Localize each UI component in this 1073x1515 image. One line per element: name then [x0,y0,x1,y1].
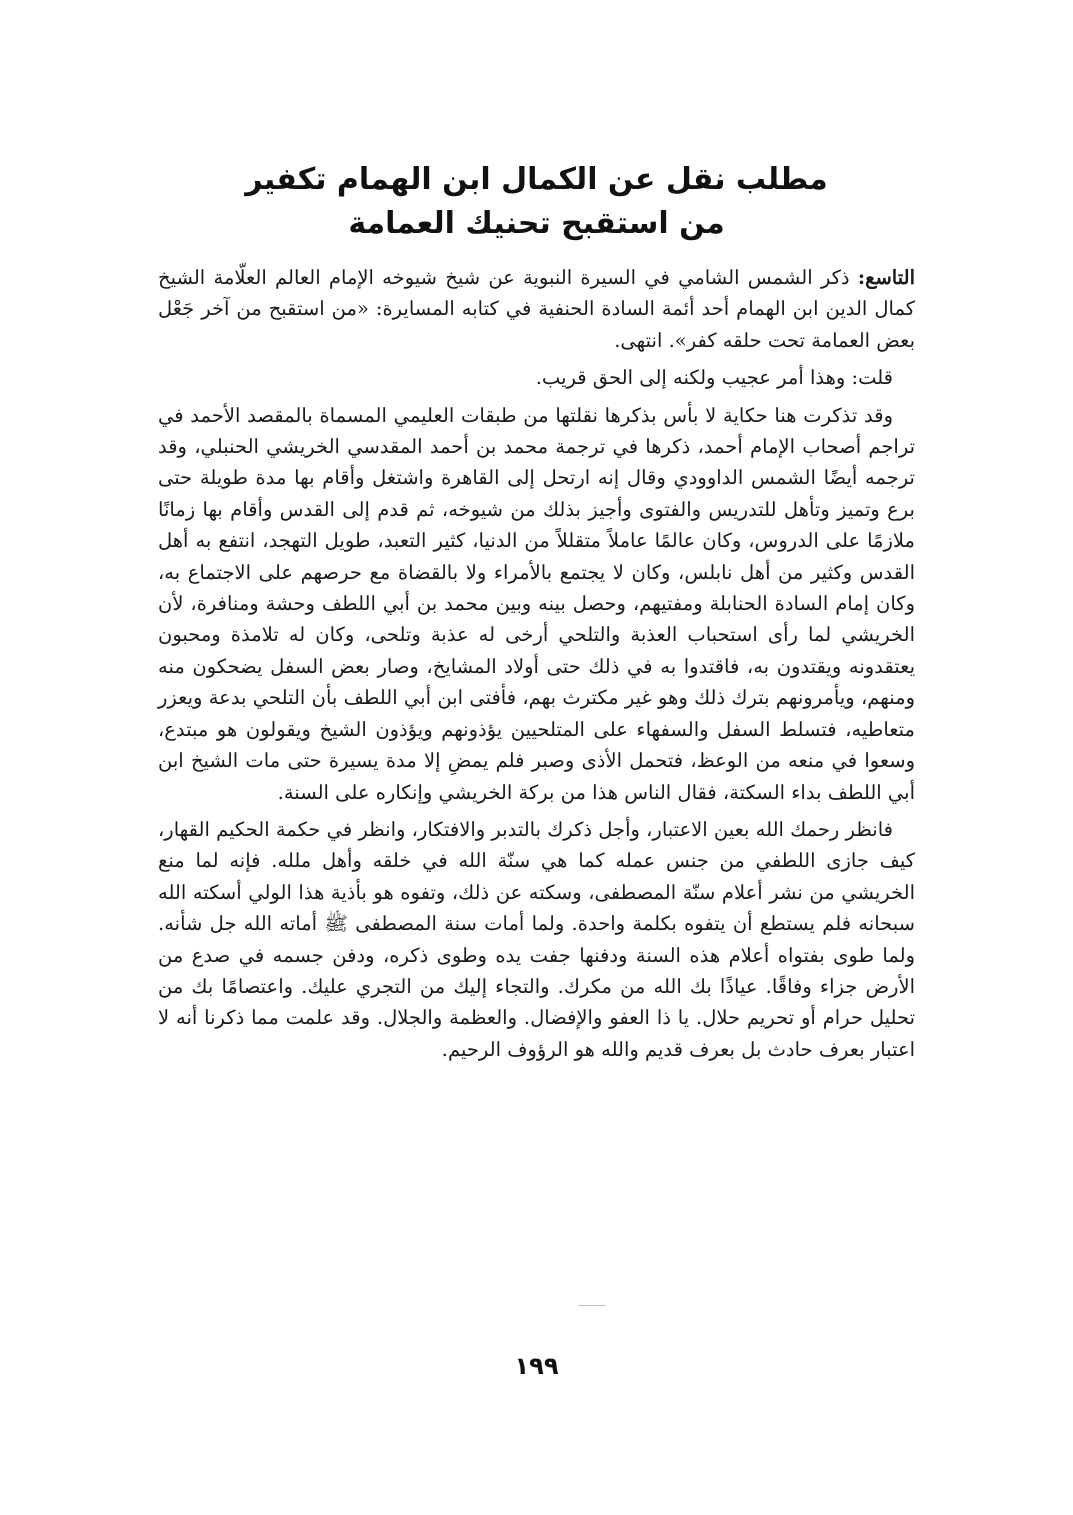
main-text [158,262,915,1071]
section-heading [150,158,923,246]
footer-rule [578,1305,606,1306]
paragraph-ninth [158,262,915,356]
paragraph-comment: قلت: وهذا أمر عجيب ولكنه إلى الحق قريب. [535,366,893,390]
paragraph-story: وقد تذكرت هنا حكاية لا بأس بذكرها نقلتها من طبقات العليمي المسماة بالمقصد الأحمد في تراجم أصحاب الإمام أحمد، ذكرها في ترجمة محمد بن أحمد المقدسي الخريشي الحنبلي، وقد ترجمه أيضًا الشمس الداوودي وقال إنه ارتحل إلى القاهرة واشتغل وأقام بها مدة طويلة حتى برع وتميز وتأهل للتدريس والفتوى وأجيز بذلك من شيوخه، ثم قدم إلى القدس وأقام بها زمانًا ملازمًا على الدروس، وكان عالمًا عاملاً متقللاً من الدنيا، كثير التعبد، طويل التهجد، انتفع به أهل القدس وكثير من أهل نابلس، وكان لا يجتمع بالأمراء ولا بالقضاة مع حرصهم على الاجتماع به، وكان إمام السادة الحنابلة ومفتيهم، وحصل بينه وبين محمد بن أبي اللطف وحشة ومنافرة، لأن الخريشي لما رأى استحباب العذبة والتلحي أرخى له عذبة وتلحى، وكان له تلامذة ومحبون يعتقدونه ويقتدون به، فاقتدوا به في ذلك حتى أولاد المشايخ، وصار بعض السفل يضحكون منه ومنهم، ويأمرونهم بترك ذلك وهو غير مكترث بهم، فأفتى ابن أبي اللطف بأن التلحي بدعة ويعزر متعاطيه، فتسلط السفل والسفهاء على المتلحيين يؤذونهم ويؤذون الشيخ ويقولون هو مبتدع، وسعوا في منعه من الوعظ، فتحمل الأذى وصبر فلم يمضِ إلا مدة يسيرة حتى مات الشيخ ابن أبي اللطف بداء السكتة، فقال الناس هذا من بركة الخريشي وإنكاره على السنة. [158,403,916,804]
heading-line-1: مطلب نقل عن الكمال ابن الهمام تكفير [245,162,828,197]
page-number: ١٩٩ [514,1352,559,1380]
paragraph-ninth-text: ذكر الشمس الشامي في السيرة النبوية عن شيخ شيوخه الإمام العالم العلّامة الشيخ كمال الدين ابن الهمام أحد أئمة السادة الحنفية في كتابه المسايرة: «من استقبح من آخر جَعْل بعض العمامة تحت حلقه كفر». انتهى. [158,266,915,352]
paragraph-lead-word: التاسع: [857,266,915,289]
paragraph-reflection: فانظر رحمك الله بعين الاعتبار، وأجل ذكرك بالتدبر والافتكار، وانظر في حكمة الحكيم القهار، كيف جازى اللطفي من جنس عمله كما هي سنّة الله في خلقه وأهل ملله. فإنه لما منع الخريشي من نشر أعلام سنّة المصطفى، وسكته عن ذلك، وتفوه هو بأذية هذا الولي أسكته الله سبحانه فلم يستطع أن يتفوه بكلمة واحدة. ولما أمات سنة المصطفى ﷺ أماته الله جل شأنه. ولما طوى بفتواه أعلام هذه السنة ودفنها جفت يده وطوى ذكره، ودفن جسمه في صدع من الأرض جزاء وفاقًا. عياذًا بك الله من مكرك. والتجاء إليك من التجري عليك. واعتصامًا بك من تحليل حرام أو تحريم حلال. يا ذا العفو والإفضال. والعظمة والجلال. وقد علمت مما ذكرنا أنه لا اعتبار بعرف حادث بل بعرف قديم والله هو الرؤوف الرحيم. [158,817,915,1061]
heading-line-2: من استقبح تحنيك العمامة [348,206,725,241]
